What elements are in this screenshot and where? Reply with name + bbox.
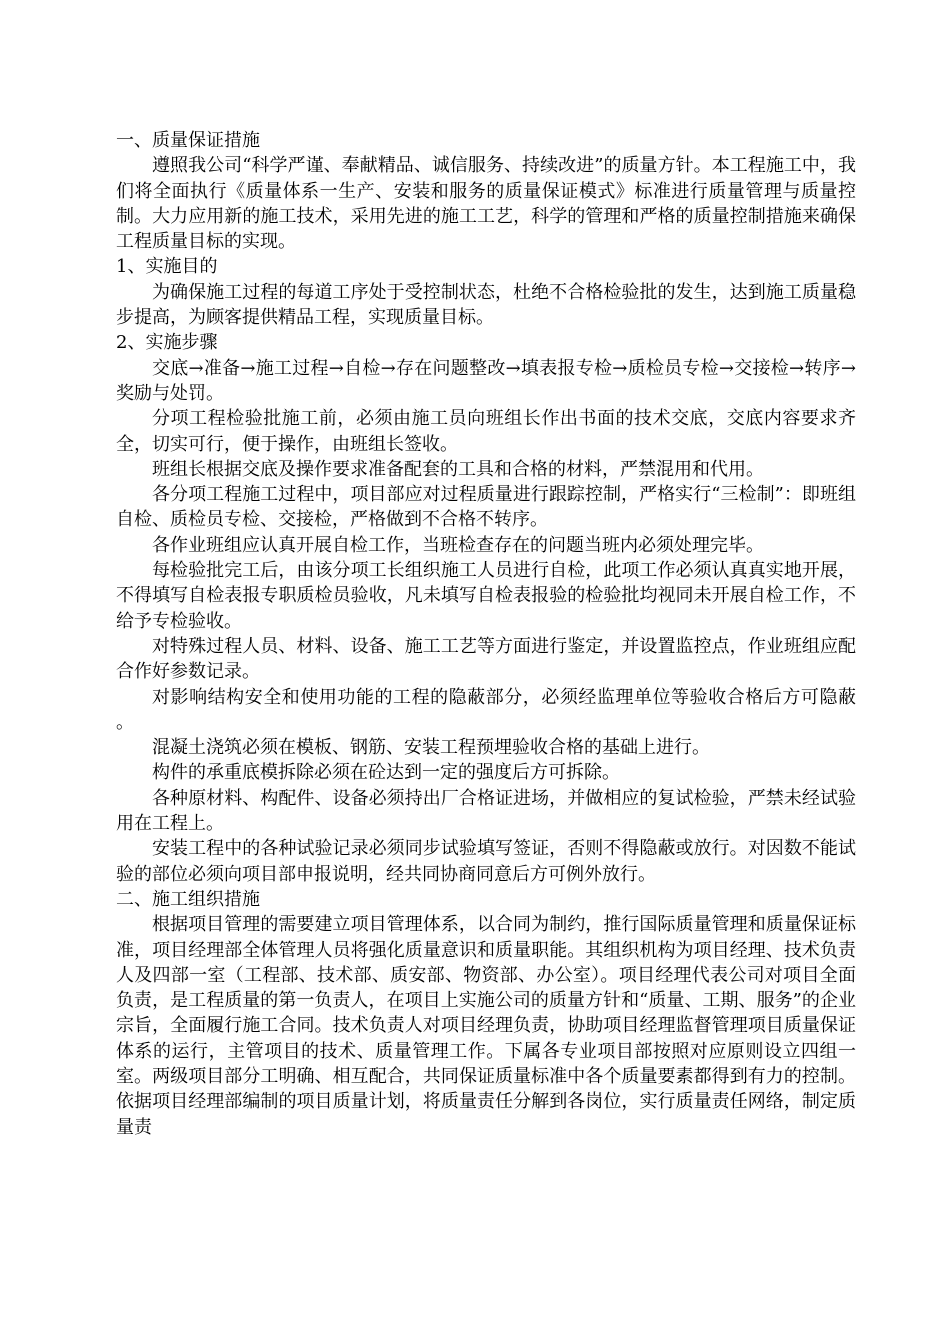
document-page <box>116 128 856 1140</box>
paragraph-step-materials: 各种原材料、构配件、设备必须持出厂合格证进场，并做相应的复试检验，严禁未经试验用在工程上。 <box>116 787 856 835</box>
paragraph-step-special-process: 对特殊过程人员、材料、设备、施工工艺等方面进行鉴定，并设置监控点，作业班组应配合作好参数记录。 <box>116 635 856 683</box>
paragraph-step-formwork-removal: 构件的承重底模拆除必须在砼达到一定的强度后方可拆除。 <box>152 762 620 784</box>
paragraph-step-three-checks: 各分项工程施工过程中，项目部应对过程质量进行跟踪控制，严格实行“三检制”：即班组自检、质检员专检、交接检，严格做到不合格不转序。 <box>116 484 856 531</box>
paragraph-step-concrete-pouring: 混凝土浇筑必须在模板、钢筋、安装工程预埋验收合格的基础上进行。 <box>152 737 710 759</box>
paragraph-step-concealed-works: 对影响结构安全和使用功能的工程的隐蔽部分，必须经监理单位等验收合格后方可隐蔽 。 <box>116 686 856 733</box>
section-heading-organization: 二、施工组织措施 <box>116 888 260 910</box>
paragraph-step-self-check: 各作业班组应认真开展自检工作，当班检查存在的问题当班内必须处理完毕。 <box>152 534 764 556</box>
paragraph-quality-policy: 遵照我公司“科学严谨、奉献精品、诚信服务、持续改进”的质量方针。本工程施工中，我们将全面执行《质量体系一生产、安装和服务的质量保证模式》标准进行质量管理与质量控制。大力应用新的施工技术，采用先进的施工工艺，科学的管理和严格的质量控制措施来确保工程质量目标的实现。 <box>116 155 856 253</box>
paragraph-step-briefing: 分项工程检验批施工前，必须由施工员向班组长作出书面的技术交底，交底内容要求齐全，切实可行，便于操作，由班组长签收。 <box>116 408 856 455</box>
paragraph-purpose: 为确保施工过程的每道工序处于受控制状态，杜绝不合格检验批的发生，达到施工质量稳步提高，为顾客提供精品工程，实现质量目标。 <box>116 281 856 329</box>
paragraph-step-batch-inspection: 每检验批完工后，由该分项工长组织施工人员进行自检，此项工作必须认真真实地开展，不得填写自检表报专职质检员验收，凡未填写自检表报验的检验批均视同未开展自检工作，不给予专检验收。 <box>116 560 856 632</box>
paragraph-step-test-records: 安装工程中的各种试验记录必须同步试验填写签证，否则不得隐蔽或放行。对因数不能试验的部位必须向项目部申报说明，经共同协商同意后方可例外放行。 <box>116 838 856 885</box>
section-heading-quality-assurance: 一、质量保证措施 <box>116 130 260 151</box>
paragraph-organization: 根据项目管理的需要建立项目管理体系，以合同为制约，推行国际质量管理和质量保证标准，项目经理部全体管理人员将强化质量意识和质量职能。其组织机构为项目经理、技术负责人及四部一室（工程部、技术部、质安部、物资部、办公室）。项目经理代表公司对项目全面负责，是工程质量的第一负责人，在项目上实施公司的质量方针和“质量、工期、服务”的企业宗旨，全面履行施工合同。技术负责人对项目经理负责，协助项目经理监督管理项目质量保证体系的运行，主管项目的技术、质量管理工作。下属各专业项目部按照对应原则设立四组一室。两级项目部分工明确、相互配合，共同保证质量标准中各个质量要素都得到有力的控制。依据项目经理部编制的项目质量计划，将质量责任分解到各岗位，实行质量责任网络，制定质量责 <box>116 914 856 1138</box>
subheading-steps: 2、实施步骤 <box>116 332 218 354</box>
subheading-purpose: 1、实施目的 <box>116 256 218 278</box>
paragraph-step-flow: 交底→准备→施工过程→自检→存在问题整改→填表报专检→质检员专检→交接检→转序→奖励与处罚。 <box>116 357 856 404</box>
paragraph-step-preparation: 班组长根据交底及操作要求准备配套的工具和合格的材料，严禁混用和代用。 <box>152 458 764 480</box>
